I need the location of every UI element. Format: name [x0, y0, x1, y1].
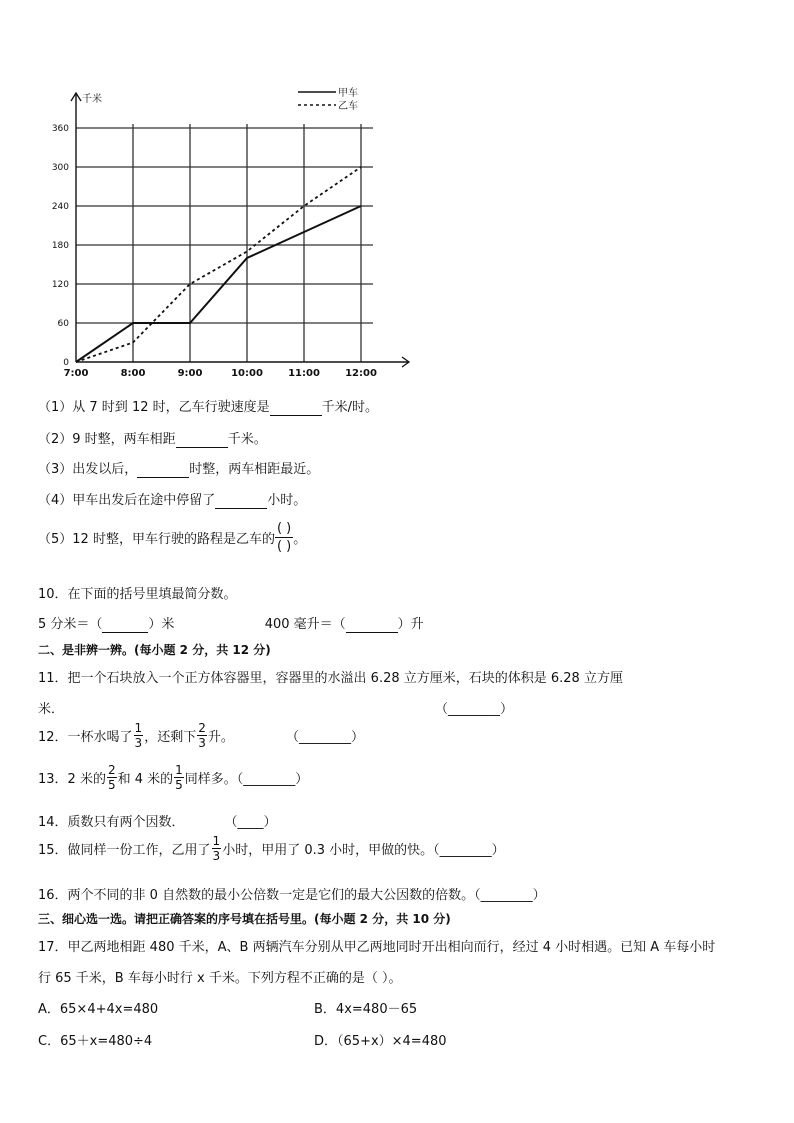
fraction-denominator: ( ) — [276, 539, 292, 554]
fraction — [197, 722, 207, 749]
q13-text-c: 同样多。（________） — [184, 772, 309, 787]
answer-blank[interactable] — [215, 493, 267, 509]
q11-text2: 米． — [38, 702, 65, 717]
q14-answer[interactable]: （____） — [224, 815, 277, 830]
denominator: 3 — [212, 849, 221, 863]
q14 — [38, 811, 277, 830]
q15-text-b: 小时，甲用了 0.3 小时，甲做的快。（________） — [222, 843, 505, 858]
q9-p4-text-b: 小时。 — [267, 493, 307, 508]
q9-p5-text-a: （5）12 时整，甲车行驶的路程是乙车的 — [38, 532, 275, 547]
q11-answer[interactable]: （________） — [435, 702, 514, 717]
answer-blank[interactable] — [176, 432, 228, 448]
q9-p3-text-b: 时整，两车相距最近。 — [189, 462, 320, 477]
y-tick-label: 0 — [63, 358, 69, 368]
y-tick-label: 60 — [57, 319, 69, 329]
q16-text: 16．两个不同的非 0 自然数的最小公倍数一定是它们的最大公因数的倍数。（________） — [38, 888, 546, 903]
fraction-answer[interactable] — [275, 520, 293, 555]
fraction — [174, 764, 184, 791]
q12 — [38, 722, 364, 749]
x-tick-label: 10:00 — [231, 368, 263, 379]
q15-text-a: 15．做同样一份工作，乙用了 — [38, 843, 211, 858]
numerator: 1 — [212, 834, 221, 848]
y-axis-unit: 千米 — [82, 94, 102, 105]
legend-label: 甲车 — [338, 88, 358, 99]
y-tick-label: 300 — [51, 163, 69, 173]
chart-axes — [71, 92, 409, 367]
numerator: 2 — [107, 763, 116, 777]
chart-series — [76, 167, 361, 362]
q12-answer[interactable]: （________） — [286, 730, 365, 745]
q11-text: 11．把一个石块放入一个正方体容器里，容器里的水溢出 6.28 立方厘米，石块的体积是 6.28 立方厘 — [38, 671, 623, 686]
answer-blank[interactable] — [270, 400, 322, 416]
q9-p1-text-a: （1）从 7 时到 12 时，乙车行驶速度是 — [38, 400, 270, 415]
x-tick-label: 7:00 — [63, 368, 89, 379]
numerator: 2 — [198, 721, 206, 735]
q9-p2-text-a: （2）9 时整，两车相距 — [38, 432, 176, 447]
denominator: 3 — [134, 736, 143, 750]
numerator: 1 — [175, 763, 183, 777]
q10-items — [38, 613, 424, 633]
option-b[interactable]: B．4x=480－65 — [314, 1002, 418, 1017]
option-a[interactable]: A．65×4+4x=480 — [38, 1002, 159, 1017]
q13 — [38, 764, 308, 791]
fraction — [134, 722, 144, 749]
x-tick-label: 11:00 — [288, 368, 320, 379]
option-d[interactable]: D．（65+x）×4=480 — [314, 1034, 447, 1049]
answer-blank[interactable] — [137, 462, 189, 478]
answer-blank[interactable] — [102, 617, 148, 633]
q9-part1 — [38, 396, 378, 416]
fraction — [212, 835, 222, 862]
q9-p5-text-b: 。 — [293, 532, 307, 547]
q10-title: 10．在下面的括号里填最简分数。 — [38, 587, 237, 602]
q15 — [38, 835, 505, 862]
q9-part5 — [38, 520, 306, 555]
q9-p4-text-a: （4）甲车出发后在途中停留了 — [38, 493, 216, 508]
q9-part4 — [38, 489, 306, 509]
q14-text: 14．质数只有两个因数． — [38, 815, 185, 830]
q9-part3 — [38, 458, 319, 478]
chart-grid — [76, 124, 373, 362]
chart-legend — [298, 87, 358, 112]
y-tick-label: 180 — [51, 241, 69, 251]
q9-p1-text-b: 千米/时。 — [321, 400, 379, 415]
q10-a-text: 5 分米＝（ — [38, 617, 103, 632]
q9-p2-text-b: 千米。 — [227, 432, 267, 447]
section-2-heading: 二、是非辨一辨。(每小题 2 分，共 12 分) — [38, 643, 271, 657]
denominator: 3 — [198, 736, 206, 750]
fraction-numerator: ( ) — [276, 521, 292, 536]
q10-a-unit: ）米 — [148, 617, 175, 632]
answer-blank[interactable] — [346, 617, 398, 633]
section-3-heading: 三、细心选一选。请把正确答案的序号填在括号里。(每小题 2 分，共 10 分) — [38, 912, 451, 926]
legend-label: 乙车 — [338, 101, 358, 112]
x-tick-labels — [64, 368, 377, 379]
q12-text-b: ，还剩下 — [144, 730, 197, 745]
numerator: 1 — [134, 721, 143, 735]
x-tick-label: 12:00 — [345, 368, 377, 379]
q9-p3-text-a: （3）出发以后， — [38, 462, 138, 477]
y-tick-label: 240 — [51, 202, 69, 212]
x-tick-label: 9:00 — [177, 368, 203, 379]
q10-b-unit: ）升 — [397, 617, 424, 632]
q17-line2: 行 65 千米，B 车每小时行 x 千米。下列方程不正确的是（ ）。 — [38, 971, 402, 986]
distance-time-chart — [40, 80, 420, 385]
q12-text-c: 升。 — [207, 730, 234, 745]
q9-part2 — [38, 428, 267, 448]
q13-text-a: 13．2 米的 — [38, 772, 106, 787]
y-tick-label: 360 — [51, 124, 69, 134]
y-tick-label: 120 — [51, 280, 69, 290]
q10-b-text: 400 毫升＝（ — [264, 617, 346, 632]
y-tick-labels — [52, 124, 69, 368]
denominator: 5 — [175, 778, 183, 792]
option-c[interactable]: C．65＋x=480÷4 — [38, 1034, 153, 1049]
fraction — [107, 764, 117, 791]
q17-line1: 17．甲乙两地相距 480 千米，A、B 两辆汽车分别从甲乙两地同时开出相向而行，经过 4 小时相遇。已知 A 车每小时 — [38, 940, 716, 955]
x-tick-label: 8:00 — [120, 368, 146, 379]
q12-text-a: 12．一杯水喝了 — [38, 730, 133, 745]
denominator: 5 — [107, 778, 116, 792]
q13-text-b: 和 4 米的 — [117, 772, 174, 787]
